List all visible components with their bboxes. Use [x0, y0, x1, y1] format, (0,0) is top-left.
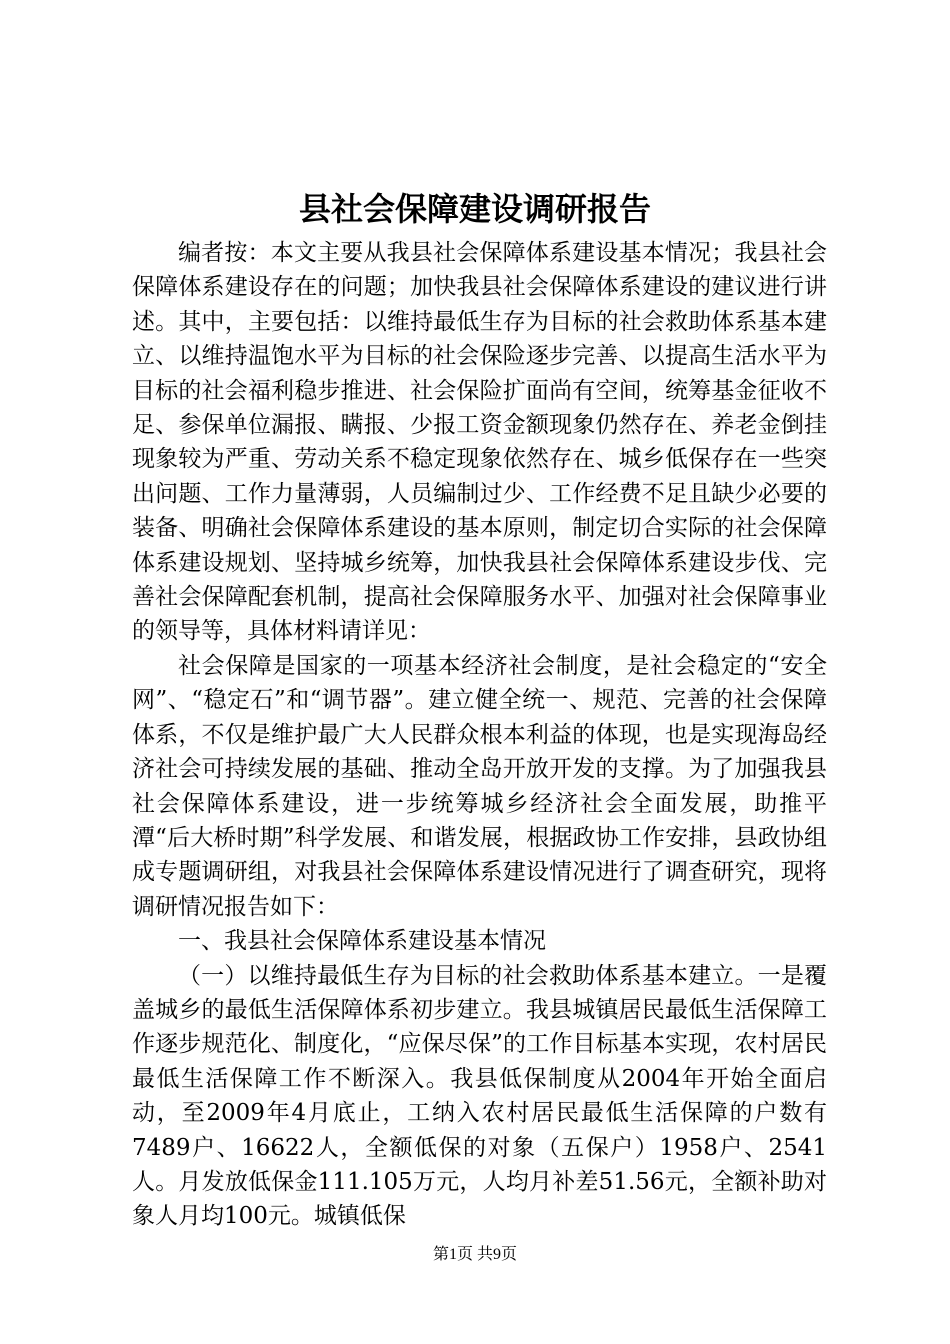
section-heading: 一、我县社会保障体系建设基本情况: [178, 928, 546, 955]
editor-note-paragraph: 编者按：本文主要从我县社会保障体系建设基本情况；我县社会保障体系建设存在的问题；加快我县社会保障体系建设的建议进行讲述。其中，主要包括：以维持最低生存为目标的社会救助体系基本建立、以维持温饱水平为目标的社会保险逐步完善、以提高生活水平为目标的社会福利稳步推进、社会保险扩面尚有空间，统筹基金征收不足、参保单位漏报、瞒报、少报工资金额现象仍然存在、养老金倒挂现象较为严重、劳动关系不稳定现象依然存在、城乡低保存在一些突出问题、工作力量薄弱，人员编制过少、工作经费不足且缺少必要的装备、明确社会保障体系建设的基本原则，制定切合实际的社会保障体系建设规划、坚持城乡统筹，加快我县社会保障体系建设步伐、完善社会保障配套机制，提高社会保障服务水平、加强对社会保障事业的领导等，具体材料请详见：: [132, 240, 827, 645]
document-title: 县社会保障建设调研报告: [298, 190, 651, 228]
subsection-paragraph: （一）以维持最低生存为目标的社会救助体系基本建立。一是覆盖城乡的最低生活保障体系初步建立。我县城镇居民最低生活保障工作逐步规范化、制度化，“应保尽保”的工作目标基本实现，农村居民最低生活保障工作不断深入。我县低保制度从2004年开始全面启动，至2009年4月底止，工纳入农村居民最低生活保障的户数有7489户、16622人，全额低保的对象（五保户）1958户、2541人。月发放低保金111.105万元，人均月补差51.56元，全额补助对象人月均100元。城镇低保: [132, 962, 827, 1230]
page-footer: 第1页 共9页: [432, 1246, 517, 1263]
document-body: [132, 236, 827, 1234]
intro-paragraph: 社会保障是国家的一项基本经济社会制度，是社会稳定的“安全网”、“稳定石”和“调节器”。建立健全统一、规范、完善的社会保障体系，不仅是维护最广大人民群众根本利益的体现，也是实现海岛经济社会可持续发展的基础、推动全岛开放开发的支撑。为了加强我县社会保障体系建设，进一步统筹城乡经济社会全面发展，助推平潭“后大桥时期”科学发展、和谐发展，根据政协工作安排，县政协组成专题调研组，对我县社会保障体系建设情况进行了调查研究，现将调研情况报告如下：: [132, 652, 827, 920]
